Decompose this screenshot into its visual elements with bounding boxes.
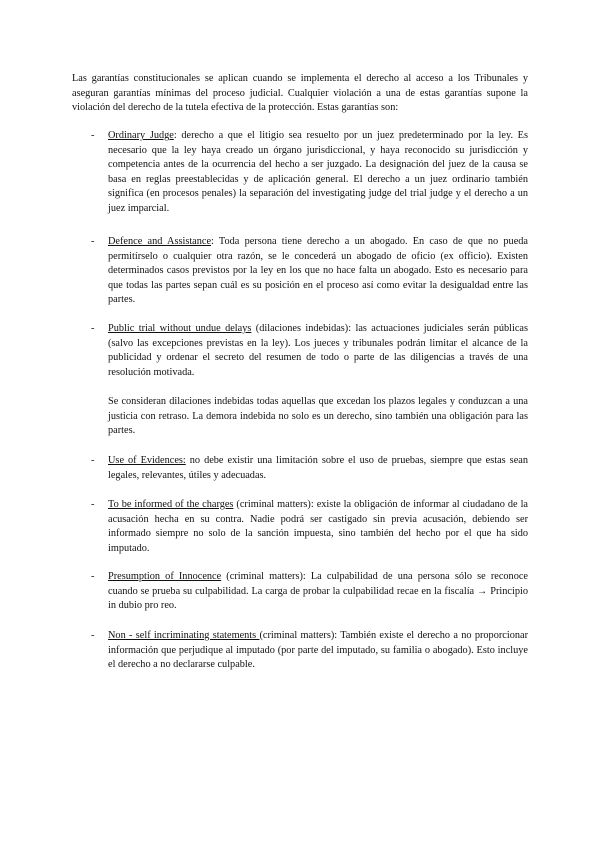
list-item-text [108,129,528,217]
list-item-term: Ordinary Judge [108,130,174,141]
list-item-term: Public trial without undue delays [108,323,252,334]
list-item-informed-charges [91,498,528,556]
list-item-body: (criminal matters): La culpabilidad de una persona sólo se reconoce cuando se prueba su culpabilidad. La carga de probar la culpabilidad recae en la fiscalía → Principio in dubio pro reo. [108,571,528,612]
bullet-dash: - [91,571,95,582]
list-item-term: Presumption of Innocence [108,571,222,582]
bullet-dash: - [91,130,95,141]
list-item-text [108,570,528,614]
list-item-body: : derecho a que el litigio sea resuelto por un juez predeterminado por la ley. Es necesario que la ley haya creado un órgano jurisdiccional, y haya reconocido su jurisdicción y competencia antes de la ocurrencia del hecho a ser juzgado. La designación del juez de la causa se basa en reglas preestablecidas y de aplicación general. El derecho a un juez ordinario también significa (en procesos penales) la separación del investigating judge del trial judge y el derecho a un juez imparcial. [108,130,528,214]
list-item-use-of-evidences [91,454,528,483]
list-item-text [108,629,528,673]
list-item-body: (dilaciones indebidas): las actuaciones judiciales serán públicas (salvo las excepciones previstas en la ley). Los jueces y tribunales podrán limitar el alcance de la publicidad y ordenar el secreto del resumen de todo o parte de las diligencias a través de una resolución motivada. [108,323,528,378]
list-item-defence-assistance [91,235,528,308]
intro-paragraph: Las garantías constitucionales se aplican cuando se implementa el derecho al acceso a los Tribunales y aseguran garantías mínimas del proceso judicial. Cualquier violación a una de estas garantías supone la violación del derecho de la tutela efectiva de la protección. Estas garantías son: [72,73,528,114]
list-item-body: (criminal matters): existe la obligación de informar al ciudadano de la acusación hecha en su contra. Nadie podrá ser castigado sin previa acusación, debiendo ser informado siempre no solo de la sanción impuesta, sino también del hecho por el que ha sido imputado. [108,499,528,554]
list-item-non-self-incriminating [91,629,528,673]
bullet-dash: - [91,499,95,510]
list-item-text [108,498,528,556]
list-item-term: Defence and Assistance [108,236,212,247]
list-item-text [108,454,528,483]
list-item-body: (criminal matters): También existe el derecho a no proporcionar información que perjudique al imputado (por parte del imputado, su familia o abogado). Esto incluye el derecho a no declararse culpable. [108,630,529,671]
list-item-extra-paragraph: Se consideran dilaciones indebidas todas aquellas que excedan los plazos legales y conduzcan a una justicia con retraso. La demora indebida no solo es un derecho, sino también una obligación para las partes. [108,395,528,437]
list-item-text [108,235,528,308]
list-item-term: Use of Evidences: [108,455,186,466]
list-item-body: no debe existir una limitación sobre el uso de pruebas, siempre que estas sean legales, relevantes, útiles y adecuadas. [108,455,528,481]
list-item-term: Non - self incriminating statements [108,630,260,641]
list-item-presumption-innocence [91,570,528,614]
bullet-dash: - [91,323,95,334]
list-item-ordinary-judge [91,129,528,217]
bullet-dash: - [91,236,95,247]
list-item-text [108,322,528,380]
list-item-public-trial [91,322,528,439]
list-item-term: To be informed of the charges [108,499,234,510]
list-item-body: : Toda persona tiene derecho a un abogado. En caso de que no pueda permitírselo o cualquier otra razón, se le concederá un abogado de oficio (ex officio). Existen determinados casos previstos por la ley en los que no hace falta un abogado. Esto es necesario para que todas las partes sepan cuál es su posición en el proceso así como evitar la desigualdad entre las partes. [108,236,528,306]
bullet-dash: - [91,630,95,641]
bullet-dash: - [91,455,95,466]
